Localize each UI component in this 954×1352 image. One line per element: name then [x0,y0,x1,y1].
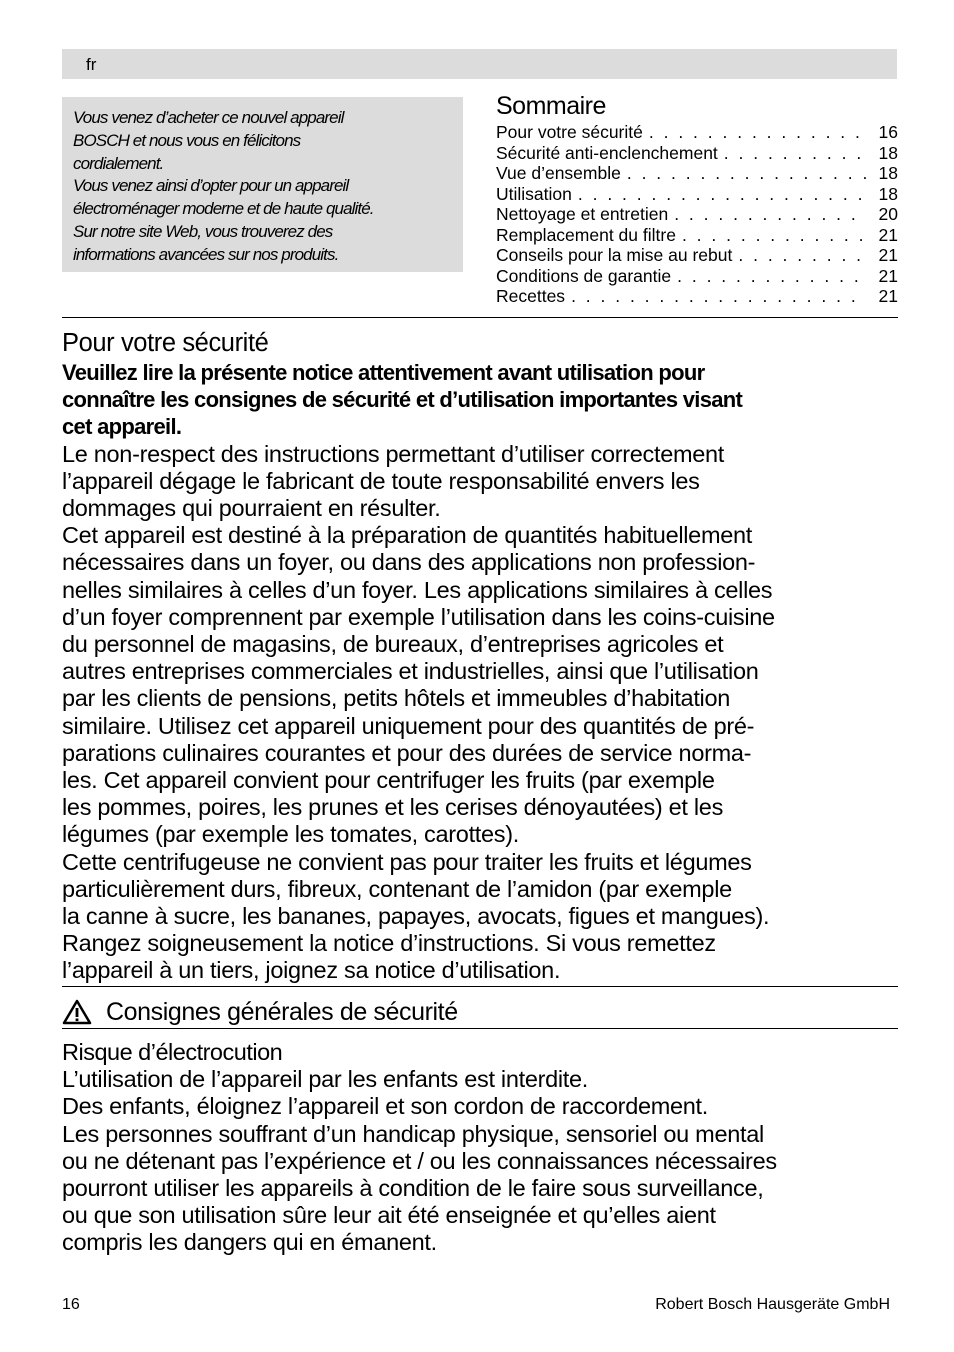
intro-line: informations avancées sur nos produits. [73,244,339,264]
table-of-contents [496,90,898,307]
toc-leader [627,163,866,184]
toc-item-label: Pour votre sécurité [496,122,643,142]
safety-body [62,441,902,985]
toc-item[interactable] [496,266,898,287]
toc-item-page: 21 [878,245,898,265]
toc-leader [677,266,866,287]
toc-item-label: Conditions de garantie [496,265,672,286]
toc-leader [724,143,866,164]
toc-item-page: 20 [878,204,898,224]
intro-line: Sur notre site Web, vous trouverez des [73,221,333,241]
toc-title: Sommaire [496,92,606,120]
body-line: les. Cet appareil convient pour centrifuger les fruits (par exemple [62,767,715,794]
toc-item[interactable] [496,204,898,225]
toc-leader [674,204,866,225]
intro-line: Vous venez ainsi d’opter pour un appareil [73,176,349,196]
section-divider [62,317,898,318]
intro-line: BOSCH et nous vous en félicitons [73,130,301,150]
body-line: L’utilisation de l’appareil par les enfants est interdite. [62,1066,589,1093]
intro-line: cordialement. [73,153,164,173]
safety-section [62,328,902,985]
body-line: compris les dangers qui en émanent. [62,1229,437,1256]
risk-section [62,1039,902,1257]
toc-item-page: 21 [878,224,898,245]
body-line: la canne à sucre, les bananes, papayes, avocats, figues et mangues). [62,903,770,930]
toc-item[interactable] [496,225,898,246]
safety-lead [62,359,902,441]
body-line: nelles similaires à celles d’un foyer. Les applications similaires à celles [62,576,773,603]
body-line: du personnel de magasins, de bureaux, d’entreprises agricoles et [62,631,724,658]
toc-item-page: 18 [878,142,898,163]
toc-leader [682,225,866,246]
toc-item-label: Utilisation [496,183,572,204]
toc-item-page: 21 [878,286,898,306]
body-line: similaire. Utilisez cet appareil uniquement pour des quantités de pré- [62,712,755,739]
toc-item-label: Recettes [496,286,566,306]
body-line: dommages qui pourraient en résulter. [62,495,441,522]
body-line: Rangez soigneusement la notice d’instructions. Si vous remettez [62,930,716,957]
body-line: par les clients de pensions, petits hôtels et immeubles d’habitation [62,685,731,712]
lead-line: Veuillez lire la présente notice attentivement avant utilisation pour [62,360,705,385]
body-line: parations culinaires courantes et pour des durées de service norma- [62,739,752,766]
footer-company: Robert Bosch Hausgeräte GmbH [655,1296,890,1313]
body-line: Cette centrifugeuse ne convient pas pour traiter les fruits et légumes [62,848,752,875]
general-safety-heading [62,996,898,1028]
body-line: nécessaires dans un foyer, ou dans des applications non profession- [62,549,756,576]
body-line: Des enfants, éloignez l’appareil et son cordon de raccordement. [62,1093,709,1120]
body-line: les pommes, poires, les prunes et les cerises dénoyautées) et les [62,794,724,821]
body-line: l’appareil à un tiers, joignez sa notice d’utilisation. [62,957,561,984]
toc-item-label: Sécurité anti-enclenchement [496,142,718,163]
body-line: ou que son utilisation sûre leur ait été enseignée et qu’elles aient [62,1202,716,1229]
body-line: Cet appareil est destiné à la préparation de quantités habituellement [62,522,752,549]
body-line: Le non-respect des instructions permettant d’utiliser correctement [62,440,725,467]
toc-item[interactable] [496,122,898,143]
toc-item[interactable] [496,163,898,184]
toc-item[interactable] [496,286,898,307]
general-safety-title: Consignes générales de sécurité [106,997,458,1026]
warning-triangle-icon [62,999,92,1025]
risk-heading: Risque d’électrocution [62,1039,283,1065]
section-divider [62,1028,898,1029]
toc-item-page: 18 [878,163,898,183]
language-code: fr [86,55,97,74]
body-line: ou ne détenant pas l’expérience et / ou les connaissances nécessaires [62,1147,777,1174]
toc-leader [571,286,866,307]
intro-line: électroménager moderne et de haute qualité. [73,199,374,219]
toc-item-label: Vue d’ensemble [496,163,621,183]
risk-body [62,1066,902,1256]
body-line: pourront utiliser les appareils à condition de le faire sous surveillance, [62,1175,764,1202]
toc-leader [738,245,866,266]
toc-item[interactable] [496,143,898,164]
toc-item-label: Conseils pour la mise au rebut [496,245,733,265]
body-line: légumes (par exemple les tomates, carottes). [62,821,519,848]
lead-line: connaître les consignes de sécurité et d’utilisation importantes visant [62,387,743,413]
toc-item-page: 18 [878,183,898,204]
section-divider [62,986,898,987]
lead-line: cet appareil. [62,414,182,440]
toc-item[interactable] [496,245,898,266]
intro-box [62,97,463,272]
toc-leader [649,122,866,143]
body-line: d’un foyer comprennent par exemple l’utilisation dans les coins-cuisine [62,603,775,630]
toc-leader [578,184,866,205]
toc-item-page: 21 [878,265,898,286]
language-bar [62,49,897,79]
toc-item-page: 16 [878,122,898,142]
body-line: l’appareil dégage le fabricant de toute responsabilité envers les [62,467,700,494]
page-number: 16 [62,1296,80,1313]
intro-line: Vous venez d’acheter ce nouvel appareil [73,108,344,127]
toc-item[interactable] [496,184,898,205]
body-line: particulièrement durs, fibreux, contenant de l’amidon (par exemple [62,875,732,902]
toc-item-label: Nettoyage et entretien [496,204,669,224]
body-line: Les personnes souffrant d’un handicap physique, sensoriel ou mental [62,1120,764,1147]
body-line: autres entreprises commerciales et industrielles, ainsi que l’utilisation [62,658,759,685]
section-title: Pour votre sécurité [62,329,269,357]
toc-item-label: Remplacement du filtre [496,224,676,245]
